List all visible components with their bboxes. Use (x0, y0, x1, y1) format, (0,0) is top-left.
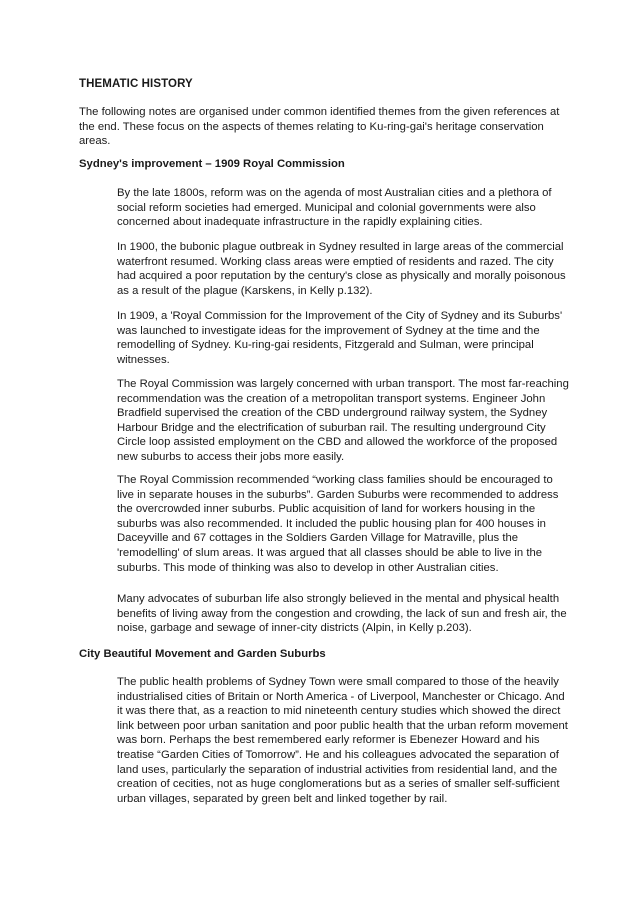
paragraph-bubonic-plague: In 1900, the bubonic plague outbreak in Sydney resulted in large areas of the commercial waterfront resumed. Working class areas were emptied of residents and razed. The city had acquired a poor reputation by the century's close as physically and morally poisonous as a result of the plague (Karskens, in Kelly p.132). (117, 241, 566, 297)
paragraph-public-health-reform: The public health problems of Sydney Town were small compared to those of the heavily industrialised cities of Britain or North America - of Liverpool, Manchester or Chicago. And it was there that, as a reaction to mid nineteenth century studies which showed the direct link between poor urban sanitation and poor public health that the urban reform movement was born. Perhaps the best remembered early reformer is Ebenezer Howard and his treatise “Garden Cities of Tomorrow”. He and his colleagues advocated the separation of land uses, particularly the separation of industrial activities from residential land, and the creation of cecities, not as huge conglomerations but as a series of smaller self-sufficient urban villages, separated by green belt and linked together by rail. (117, 676, 568, 805)
paragraph-reform-agenda: By the late 1800s, reform was on the agenda of most Australian cities and a plethora of social reform societies had emerged. Municipal and colonial governments were also concerned about inadequate infrastructure in the rapidly explaining cities. (117, 187, 552, 229)
document-title: THEMATIC HISTORY (79, 78, 193, 90)
paragraph-garden-suburbs-recommendation: The Royal Commission recommended “working class families should be encouraged to live in separate houses in the suburbs”. Garden Suburbs were recommended to address the overcrowded inner suburbs. Public acquisition of land for workers housing in the suburbs was also recommended. It included the public housing plan for 400 houses in Daceyville and 67 cottages in the Soldiers Garden Village for Matraville, plus the 'remodelling' of slum areas. It was argued that all classes should be able to live in the suburbs. This mode of thinking was also to develop in other Australian cities. (117, 474, 559, 574)
section-heading-royal-commission: Sydney's improvement – 1909 Royal Commission (79, 158, 345, 170)
paragraph-urban-transport: The Royal Commission was largely concerned with urban transport. The most far-reaching recommendation was the creation of a metropolitan transport systems. Engineer John Bradfield supervised the creation of the CBD underground railway system, the Sydney Harbour Bridge and the electrification of suburban rail. The resulting underground City Circle loop assisted employment on the CBD and allowed the workforce of the proposed new suburbs to access their jobs more easily. (117, 378, 569, 463)
section-heading-city-beautiful: City Beautiful Movement and Garden Suburbs (79, 648, 326, 660)
intro-paragraph: The following notes are organised under common identified themes from the given references at the end. These focus on the aspects of themes relating to Ku-ring-gai's heritage conservation areas. (79, 106, 560, 148)
paragraph-suburban-health-benefits: Many advocates of suburban life also strongly believed in the mental and physical health benefits of living away from the congestion and crowding, the lack of sun and fresh air, the noise, garbage and sewage of inner-city districts (Alpin, in Kelly p.203). (117, 593, 567, 635)
paragraph-royal-commission-1909: In 1909, a 'Royal Commission for the Improvement of the City of Sydney and its Suburbs' was launched to investigate ideas for the improvement of Sydney at the time and the remodelling of Sydney. Ku-ring-gai residents, Fitzgerald and Sulman, were principal witnesses. (117, 310, 563, 366)
